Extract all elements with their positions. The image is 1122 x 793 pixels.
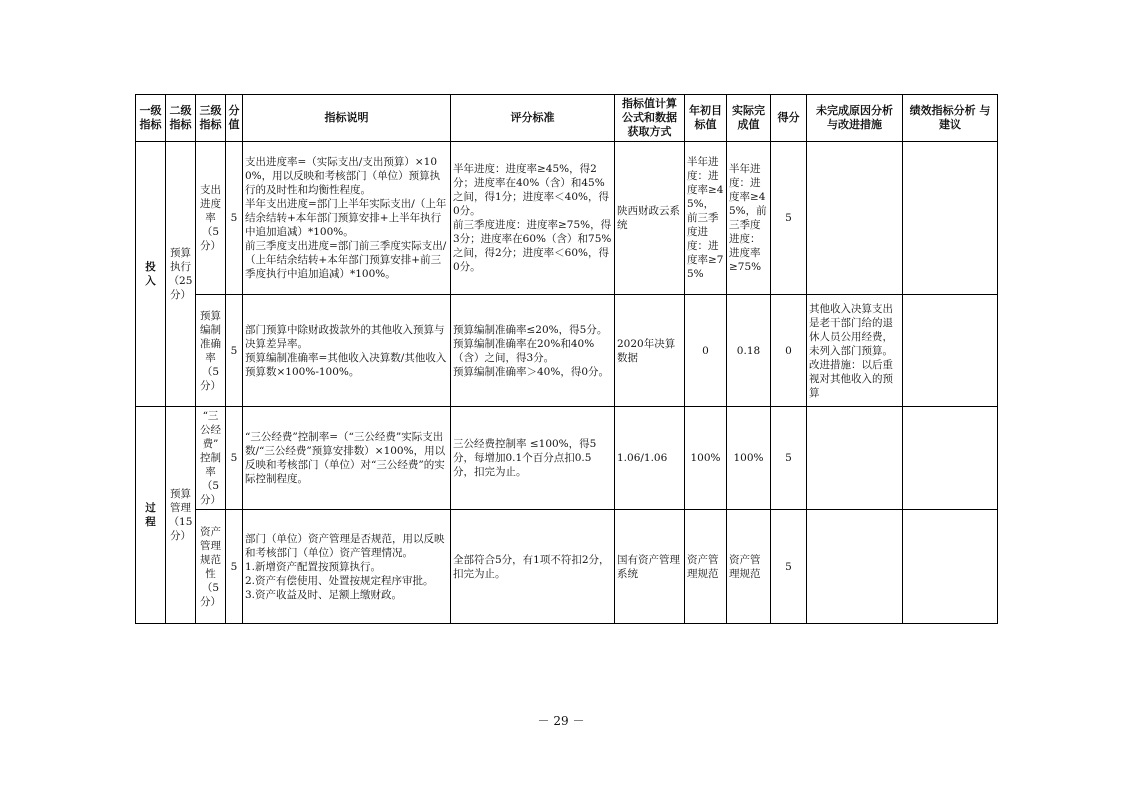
header-level1: 一级 指标 <box>136 95 166 142</box>
level3-cell: 资产 管理 规范 性 （5 分） <box>196 510 226 624</box>
advice-cell <box>903 142 998 295</box>
actual-cell: 0.18 <box>727 295 771 407</box>
table-row <box>136 510 998 624</box>
criteria-cell: 半年进度：进度率≥45%，得2分；进度率在40%（含）和45%之间，得1分；进度率＜40%，得0分。 前三季度进度：进度率≥75%，得3分；进度率在60%（含）和75%之间，得2分；进度率＜60%，得0分。 <box>451 142 615 295</box>
table-header-row <box>136 95 998 142</box>
criteria-cell: 全部符合5分，有1项不符扣2分，扣完为止。 <box>451 510 615 624</box>
criteria-cell: 三公经费控制率 ≤100%，得5分，每增加0.1个百分点扣0.5分，扣完为止。 <box>451 407 615 510</box>
performance-evaluation-table <box>135 94 998 624</box>
header-formula: 指标值计算 公式和数据 获取方式 <box>615 95 685 142</box>
reason-cell <box>807 510 903 624</box>
value-cell: 5 <box>226 295 243 407</box>
table-row <box>136 142 998 295</box>
header-level2: 二级 指标 <box>166 95 196 142</box>
reason-cell: 其他收入决算支出是老干部门给的退休人员公用经费，未列入部门预算。改进措施：以后重视对其他收入的预算 <box>807 295 903 407</box>
actual-cell: 100% <box>727 407 771 510</box>
reason-cell <box>807 142 903 295</box>
level3-cell: “三 公经 费” 控制 率 （5 分） <box>196 407 226 510</box>
score-cell: 5 <box>771 510 807 624</box>
formula-cell: 2020年决算数据 <box>615 295 685 407</box>
formula-cell: 陕西财政云系统 <box>615 142 685 295</box>
formula-cell: 国有资产管理系统 <box>615 510 685 624</box>
description-cell: 部门预算中除财政拨款外的其他收入预算与决算差异率。 预算编制准确率=其他收入决算数/其他收入预算数×100%-100%。 <box>243 295 451 407</box>
level3-cell: 预算 编制 准确 率 （5 分） <box>196 295 226 407</box>
header-description: 指标说明 <box>243 95 451 142</box>
score-cell: 0 <box>771 295 807 407</box>
level2-cell: 预算 执行 （25 分） <box>166 142 196 407</box>
reason-cell <box>807 407 903 510</box>
target-cell: 100% <box>685 407 727 510</box>
formula-cell: 1.06/1.06 <box>615 407 685 510</box>
description-cell: 部门（单位）资产管理是否规范，用以反映和考核部门（单位）资产管理情况。 1.新增资产配置按预算执行。 2.资产有偿使用、处置按规定程序审批。 3.资产收益及时、足额上缴财政。 <box>243 510 451 624</box>
target-cell: 0 <box>685 295 727 407</box>
header-score: 得分 <box>771 95 807 142</box>
advice-cell <box>903 510 998 624</box>
header-actual: 实际完 成值 <box>727 95 771 142</box>
score-cell: 5 <box>771 142 807 295</box>
value-cell: 5 <box>226 407 243 510</box>
advice-cell <box>903 295 998 407</box>
target-cell: 资产管理规范 <box>685 510 727 624</box>
description-cell: “三公经费”控制率=（“三公经费”实际支出数/“三公经费”预算安排数）×100%，用以反映和考核部门（单位）对“三公经费”的实际控制程度。 <box>243 407 451 510</box>
level1-cell: 投 入 <box>136 142 166 407</box>
table-row <box>136 407 998 510</box>
table-row <box>136 295 998 407</box>
page-number: － 29 － <box>537 714 585 728</box>
score-cell: 5 <box>771 407 807 510</box>
criteria-cell: 预算编制准确率≤20%，得5分。 预算编制准确率在20%和40%（含）之间，得3分。 预算编制准确率＞40%，得0分。 <box>451 295 615 407</box>
header-score-value: 分 值 <box>226 95 243 142</box>
actual-cell: 半年进度：进度率≥45%，前三季度进度：进度率≥75% <box>727 142 771 295</box>
header-reason: 未完成原因分析 与改进措施 <box>807 95 903 142</box>
advice-cell <box>903 407 998 510</box>
actual-cell: 资产管理规范 <box>727 510 771 624</box>
target-cell: 半年进度：进度率≥45%，前三季度进度：进度率≥75% <box>685 142 727 295</box>
header-advice: 绩效指标分析 与建议 <box>903 95 998 142</box>
value-cell: 5 <box>226 510 243 624</box>
value-cell: 5 <box>226 142 243 295</box>
level2-cell: 预算 管理 （15 分） <box>166 407 196 624</box>
header-criteria: 评分标准 <box>451 95 615 142</box>
description-cell: 支出进度率=（实际支出/支出预算）×100%，用以反映和考核部门（单位）预算执行的及时性和均衡性程度。 半年支出进度=部门上半年实际支出/（上年结余结转+本年部门预算安排+上半年执行中追加追减）*100%。 前三季度支出进度=部门前三季度实际支出/（上年结余结转+本年部门预算安排+前三季度执行中追加追减）*100%。 <box>243 142 451 295</box>
level3-cell: 支出 进度 率 （5 分） <box>196 142 226 295</box>
level1-cell: 过 程 <box>136 407 166 624</box>
header-target: 年初目 标值 <box>685 95 727 142</box>
header-level3: 三级 指标 <box>196 95 226 142</box>
